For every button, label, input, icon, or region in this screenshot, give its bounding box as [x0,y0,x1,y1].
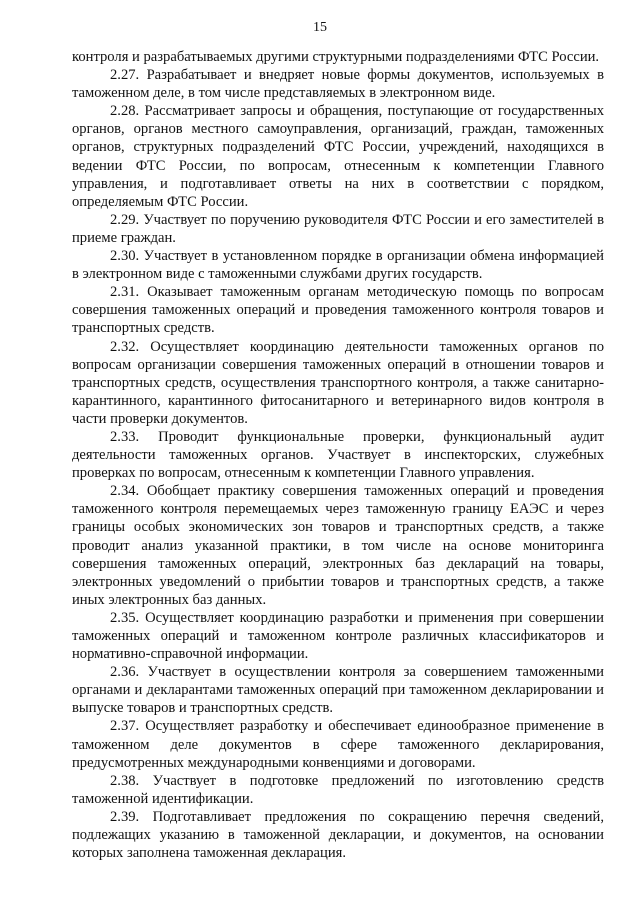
paragraph-2-30: 2.30. Участвует в установленном порядке в организации обмена информацией в электронном виде с таможенными службами других государств. [72,248,604,283]
paragraph-continuation: контроля и разрабатываемых другими структурными подразделениями ФТС России. [72,49,600,65]
paragraph-2-39: 2.39. Подготавливает предложения по сокращению перечня сведений, подлежащих указанию в таможенной декларации, и документов, на основании которых заполнена таможенная декларация. [72,808,604,862]
paragraph-2-28: 2.28. Рассматривает запросы и обращения, поступающие от государственных органов, органов местного самоуправления, организаций, граждан, таможенных органов, структурных подразделений ФТС России, учреждений, находящихся в ведении ФТС России, по вопросам, отнесенным к компетенции Главного управления, и подготавливает ответы на них в соответствии с порядком, определяемым ФТС России. [72,103,604,210]
paragraph-2-32: 2.32. Осуществляет координацию деятельности таможенных органов по вопросам организации совершения таможенных операций в отношении товаров и транспортных средств, осуществления транспортного контроля, а также санитарно-карантинного, карантинного фитосанитарного и ветеринарного видов контроля в части проверки документов. [72,338,604,427]
paragraph-2-37: 2.37. Осуществляет разработку и обеспечивает единообразное применение в таможенном деле документов в сфере таможенного декларирования, предусмотренных международными конвенциями и договорами. [72,718,604,771]
paragraph-2-35: 2.35. Осуществляет координацию разработки и применения при совершении таможенных операций и таможенном контроле различных классификаторов и нормативно-справочной информации. [72,609,604,663]
paragraph-2-31: 2.31. Оказывает таможенным органам методическую помощь по вопросам совершения таможенных операций и проведения таможенного контроля товаров и транспортных средств. [72,284,604,337]
paragraph-2-38: 2.38. Участвует в подготовке предложений по изготовлению средств таможенной идентификации. [72,772,604,807]
page-number: 15 [313,20,327,35]
paragraph-2-36: 2.36. Участвует в осуществлении контроля за совершением таможенными органами и декларантами таможенных операций при таможенном декларировании и выпуске товаров и транспортных средств. [72,664,604,717]
paragraph-2-34: 2.34. Обобщает практику совершения таможенных операций и проведения таможенного контроля перемещаемых через таможенную границу ЕАЭС и через границы особых экономических зон товаров и транспортных средств, а также проводит анализ указанной практики, в том числе на основе мониторинга совершения таможенных операций, электронных баз деклараций на товары, электронных уведомлений о прибытии товаров и транспортных средств, а также иных электронных баз данных. [72,483,604,608]
paragraph-2-33: 2.33. Проводит функциональные проверки, функциональный аудит деятельности таможенных органов. Участвует в инспекторских, служебных проверках по вопросам, отнесенным к компетенции Главного управления. [72,428,604,482]
paragraph-2-27: 2.27. Разрабатывает и внедряет новые формы документов, используемых в таможенном деле, в том числе представляемых в электронном виде. [72,67,604,102]
paragraph-2-29: 2.29. Участвует по поручению руководителя ФТС России и его заместителей в приеме граждан. [72,211,604,246]
document-body [72,48,604,862]
